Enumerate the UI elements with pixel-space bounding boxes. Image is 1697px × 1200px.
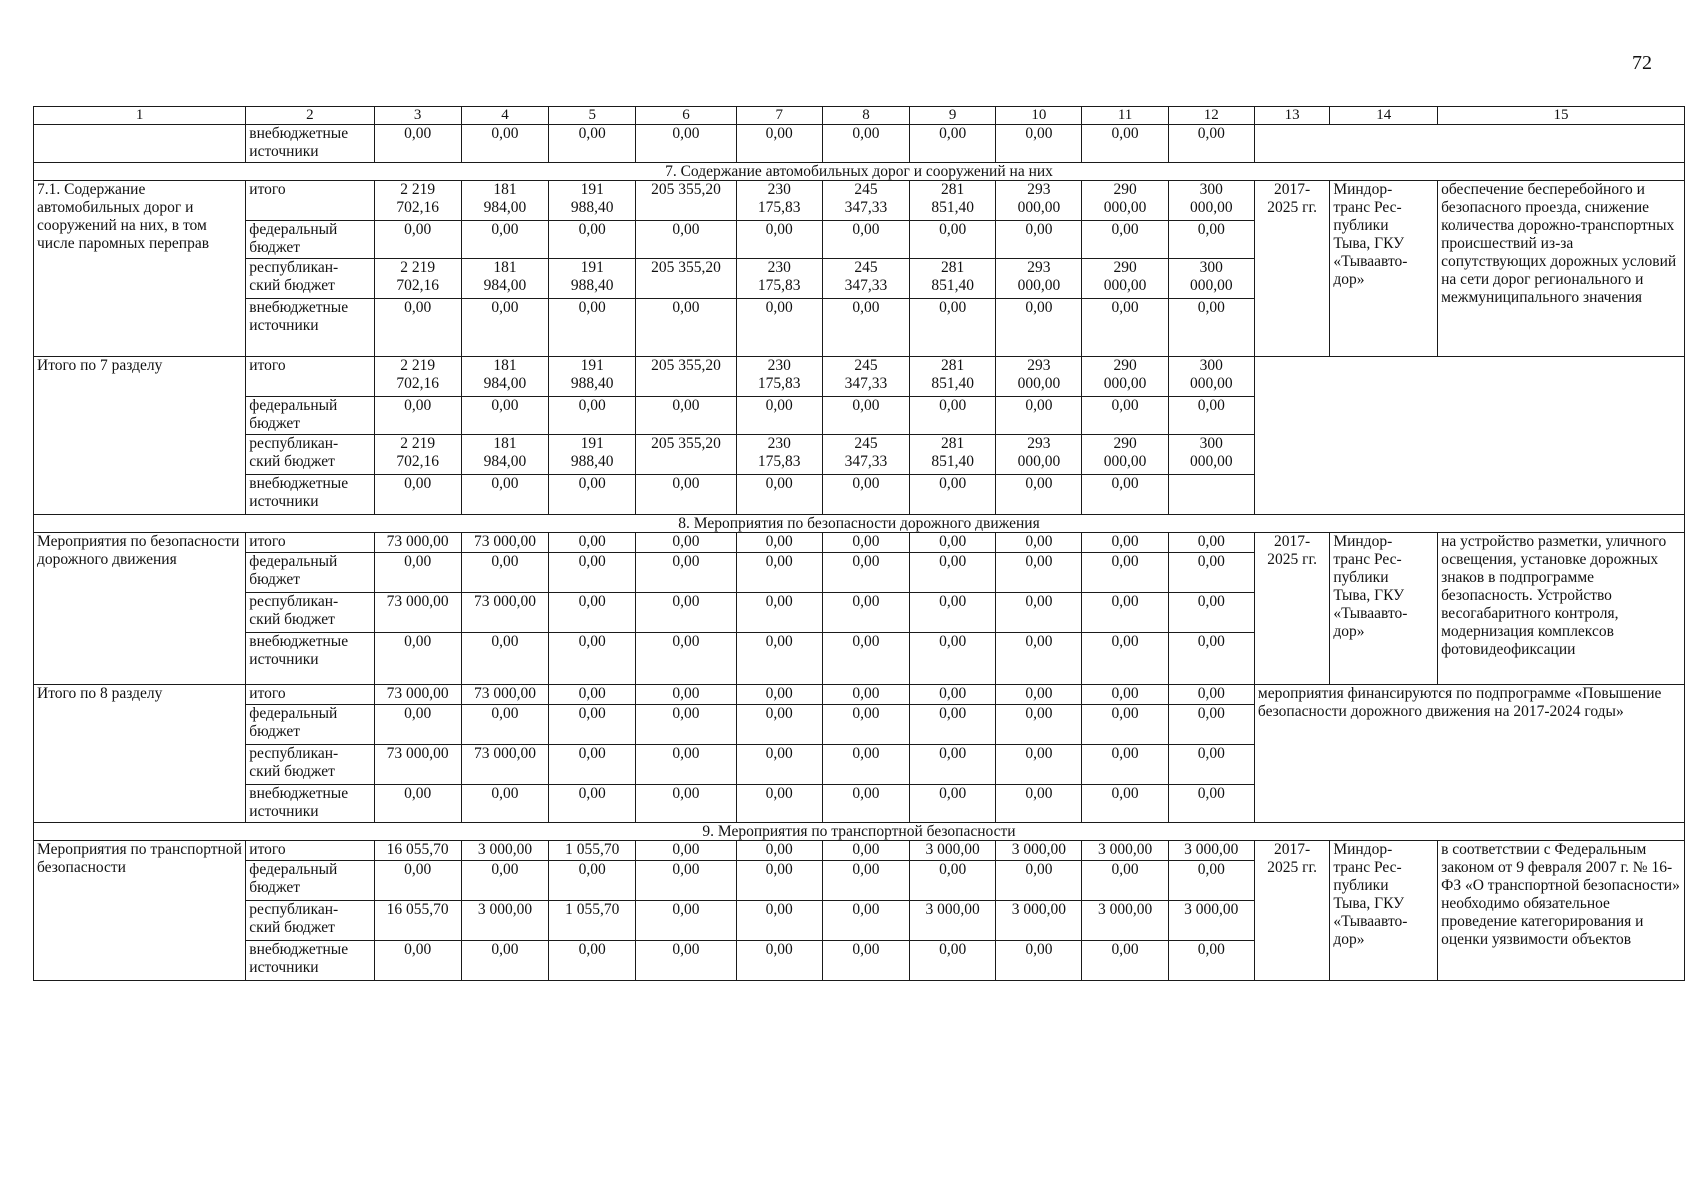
amount-cell: 281 851,40: [910, 181, 996, 221]
amount-cell: 0,00: [822, 221, 909, 259]
amount-cell: 230 175,83: [736, 435, 822, 475]
total-note: мероприятия финансируются по подпрограмме «Повышение безопасности дорожного движения на 2017-2024 годы»: [1254, 685, 1684, 823]
amount-cell: 293 000,00: [996, 181, 1082, 221]
amount-cell: 290 000,00: [1082, 357, 1168, 397]
amount-cell: 0,00: [461, 397, 548, 435]
amount-cell: 0,00: [549, 745, 636, 785]
amount-cell: 3 000,00: [1082, 901, 1168, 941]
amount-cell: 0,00: [736, 553, 822, 593]
amount-cell: 0,00: [1168, 941, 1254, 981]
funding-source: федеральный бюджет: [246, 553, 374, 593]
amount-cell: 205 355,20: [636, 259, 736, 299]
amount-cell: 0,00: [549, 633, 636, 685]
amount-cell: 0,00: [736, 841, 822, 861]
amount-cell: 0,00: [1082, 475, 1168, 515]
amount-cell: 0,00: [461, 475, 548, 515]
amount-cell: 0,00: [910, 941, 996, 981]
amount-cell: 290 000,00: [1082, 259, 1168, 299]
amount-cell: 0,00: [736, 125, 822, 163]
funding-source: внебюджетные источники: [246, 785, 374, 823]
amount-cell: 0,00: [822, 861, 909, 901]
amount-cell: 0,00: [1082, 125, 1168, 163]
amount-cell: 0,00: [822, 841, 909, 861]
amount-cell: 245 347,33: [822, 259, 909, 299]
amount-cell: 1 055,70: [549, 901, 636, 941]
column-header: 5: [549, 107, 636, 125]
amount-cell: 0,00: [374, 633, 461, 685]
executor-cell: Миндор- транс Рес- публики Тыва, ГКУ «Тываавто- дор»: [1330, 181, 1438, 357]
amount-cell: 0,00: [736, 901, 822, 941]
amount-cell: 73 000,00: [374, 593, 461, 633]
amount-cell: 181 984,00: [461, 435, 548, 475]
amount-cell: 0,00: [1168, 553, 1254, 593]
amount-cell: 181 984,00: [461, 259, 548, 299]
amount-cell: 0,00: [1168, 785, 1254, 823]
amount-cell: 0,00: [636, 633, 736, 685]
amount-cell: 0,00: [910, 593, 996, 633]
amount-cell: 0,00: [549, 475, 636, 515]
amount-cell: 0,00: [1082, 745, 1168, 785]
column-header: 13: [1254, 107, 1329, 125]
amount-cell: 300 000,00: [1168, 181, 1254, 221]
amount-cell: 3 000,00: [1082, 841, 1168, 861]
amount-cell: 290 000,00: [1082, 435, 1168, 475]
amount-cell: 245 347,33: [822, 435, 909, 475]
amount-cell: 16 055,70: [374, 841, 461, 861]
amount-cell: 73 000,00: [461, 745, 548, 785]
amount-cell: 0,00: [461, 633, 548, 685]
amount-cell: 0,00: [549, 685, 636, 705]
result-cell: на устройство разметки, уличного освещения, установке дорожных знаков в подпрограмме безопасность. Устройство весогабаритного контроля, модернизация комплексов фотовидеофиксации: [1438, 533, 1685, 685]
amount-cell: 0,00: [736, 861, 822, 901]
amount-cell: 0,00: [1082, 397, 1168, 435]
amount-cell: 1 055,70: [549, 841, 636, 861]
amount-cell: 0,00: [996, 125, 1082, 163]
amount-cell: 0,00: [910, 299, 996, 357]
amount-cell: 0,00: [549, 861, 636, 901]
section-title: 9. Мероприятия по транспортной безопасности: [34, 823, 1685, 841]
amount-cell: 205 355,20: [636, 435, 736, 475]
amount-cell: 0,00: [910, 745, 996, 785]
amount-cell: 0,00: [549, 705, 636, 745]
amount-cell: 0,00: [910, 553, 996, 593]
amount-cell: 0,00: [461, 861, 548, 901]
amount-cell: 0,00: [996, 299, 1082, 357]
amount-cell: 0,00: [822, 633, 909, 685]
section-title: 7. Содержание автомобильных дорог и сооружений на них: [34, 163, 1685, 181]
amount-cell: 3 000,00: [996, 901, 1082, 941]
amount-cell: 300 000,00: [1168, 259, 1254, 299]
amount-cell: 181 984,00: [461, 357, 548, 397]
amount-cell: 0,00: [549, 397, 636, 435]
item-name: [34, 125, 246, 163]
amount-cell: 0,00: [374, 475, 461, 515]
result-cell: обеспечение бесперебойного и безопасного проезда, снижение количества дорожно-транспортных происшествий из-за сопутствующих дорожных условий на сети дорог регионального и межмуниципального значения: [1438, 181, 1685, 357]
amount-cell: 0,00: [461, 299, 548, 357]
amount-cell: 0,00: [636, 941, 736, 981]
amount-cell: 73 000,00: [374, 533, 461, 553]
amount-cell: 0,00: [822, 593, 909, 633]
amount-cell: 0,00: [910, 221, 996, 259]
amount-cell: 0,00: [996, 745, 1082, 785]
item-name: Мероприятия по безопасности дорожного движения: [34, 533, 246, 685]
amount-cell: 0,00: [636, 299, 736, 357]
amount-cell: 0,00: [636, 901, 736, 941]
column-header: 6: [636, 107, 736, 125]
amount-cell: 300 000,00: [1168, 357, 1254, 397]
column-header: 10: [996, 107, 1082, 125]
amount-cell: 0,00: [636, 221, 736, 259]
table-row: [34, 357, 1685, 397]
amount-cell: 0,00: [1082, 705, 1168, 745]
amount-cell: 0,00: [736, 593, 822, 633]
amount-cell: 0,00: [549, 533, 636, 553]
period-cell: 2017- 2025 гг.: [1254, 841, 1329, 981]
amount-cell: 0,00: [996, 785, 1082, 823]
executor-cell: Миндор- транс Рес- публики Тыва, ГКУ «Тываавто- дор»: [1330, 841, 1438, 981]
amount-cell: 73 000,00: [374, 745, 461, 785]
amount-cell: 0,00: [374, 299, 461, 357]
column-header: 8: [822, 107, 909, 125]
funding-source: итого: [246, 841, 374, 861]
amount-cell: 0,00: [374, 397, 461, 435]
amount-cell: 0,00: [461, 705, 548, 745]
amount-cell: 0,00: [910, 785, 996, 823]
funding-source: итого: [246, 181, 374, 221]
table-row: [34, 841, 1685, 861]
amount-cell: 73 000,00: [374, 685, 461, 705]
amount-cell: 0,00: [374, 221, 461, 259]
amount-cell: 0,00: [910, 685, 996, 705]
amount-cell: 191 988,40: [549, 259, 636, 299]
amount-cell: 0,00: [374, 785, 461, 823]
amount-cell: 0,00: [822, 685, 909, 705]
total-name: Итого по 8 разделу: [34, 685, 246, 823]
funding-source: республикан- ский бюджет: [246, 259, 374, 299]
amount-cell: 0,00: [996, 633, 1082, 685]
funding-source: республикан- ский бюджет: [246, 745, 374, 785]
amount-cell: 0,00: [1168, 221, 1254, 259]
amount-cell: 230 175,83: [736, 259, 822, 299]
amount-cell: 300 000,00: [1168, 435, 1254, 475]
funding-source: внебюджетные источники: [246, 475, 374, 515]
amount-cell: 0,00: [736, 705, 822, 745]
amount-cell: 0,00: [910, 533, 996, 553]
item-name: Мероприятия по транспортной безопасности: [34, 841, 246, 981]
header-row: [34, 107, 1685, 125]
amount-cell: 0,00: [1168, 705, 1254, 745]
amount-cell: 3 000,00: [461, 841, 548, 861]
amount-cell: 191 988,40: [549, 435, 636, 475]
amount-cell: 0,00: [910, 705, 996, 745]
amount-cell: 0,00: [822, 745, 909, 785]
amount-cell: 2 219 702,16: [374, 435, 461, 475]
column-header: 4: [461, 107, 548, 125]
funding-source: итого: [246, 533, 374, 553]
table-row: [34, 533, 1685, 553]
column-header: 9: [910, 107, 996, 125]
amount-cell: 0,00: [636, 861, 736, 901]
amount-cell: 0,00: [736, 533, 822, 553]
amount-cell: 0,00: [910, 475, 996, 515]
amount-cell: 0,00: [461, 221, 548, 259]
empty-cell: [1254, 125, 1684, 163]
total-note: [1254, 357, 1684, 515]
executor-cell: Миндор- транс Рес- публики Тыва, ГКУ «Тываавто- дор»: [1330, 533, 1438, 685]
amount-cell: 0,00: [822, 785, 909, 823]
amount-cell: 0,00: [636, 785, 736, 823]
column-header: 11: [1082, 107, 1168, 125]
funding-source: внебюджетные источники: [246, 633, 374, 685]
column-header: 2: [246, 107, 374, 125]
amount-cell: 16 055,70: [374, 901, 461, 941]
amount-cell: 0,00: [910, 633, 996, 685]
amount-cell: 290 000,00: [1082, 181, 1168, 221]
amount-cell: 0,00: [1168, 299, 1254, 357]
amount-cell: 281 851,40: [910, 435, 996, 475]
amount-cell: 0,00: [1168, 593, 1254, 633]
funding-source: внебюджетные источники: [246, 941, 374, 981]
amount-cell: 0,00: [736, 221, 822, 259]
amount-cell: 293 000,00: [996, 357, 1082, 397]
column-header: 7: [736, 107, 822, 125]
amount-cell: 3 000,00: [1168, 901, 1254, 941]
amount-cell: 73 000,00: [461, 533, 548, 553]
column-header: 14: [1330, 107, 1438, 125]
amount-cell: 0,00: [996, 397, 1082, 435]
amount-cell: 3 000,00: [910, 901, 996, 941]
amount-cell: 0,00: [636, 685, 736, 705]
amount-cell: 0,00: [1168, 125, 1254, 163]
amount-cell: 205 355,20: [636, 357, 736, 397]
column-header: 3: [374, 107, 461, 125]
amount-cell: 0,00: [461, 125, 548, 163]
amount-cell: 0,00: [636, 397, 736, 435]
amount-cell: 0,00: [1082, 941, 1168, 981]
amount-cell: 0,00: [636, 745, 736, 785]
amount-cell: 0,00: [374, 705, 461, 745]
amount-cell: 0,00: [549, 221, 636, 259]
amount-cell: 0,00: [1168, 685, 1254, 705]
table-row: [34, 181, 1685, 221]
amount-cell: 0,00: [636, 553, 736, 593]
amount-cell: 0,00: [996, 553, 1082, 593]
amount-cell: 0,00: [1082, 785, 1168, 823]
amount-cell: 0,00: [549, 125, 636, 163]
amount-cell: 281 851,40: [910, 357, 996, 397]
amount-cell: 0,00: [1082, 593, 1168, 633]
funding-source: республикан- ский бюджет: [246, 435, 374, 475]
amount-cell: 0,00: [636, 593, 736, 633]
funding-source: внебюджетные источники: [246, 125, 374, 163]
funding-source: федеральный бюджет: [246, 705, 374, 745]
amount-cell: 245 347,33: [822, 181, 909, 221]
amount-cell: 0,00: [822, 553, 909, 593]
section-row: [34, 515, 1685, 533]
amount-cell: 0,00: [374, 861, 461, 901]
amount-cell: 0,00: [996, 685, 1082, 705]
amount-cell: 0,00: [1168, 397, 1254, 435]
funding-source: федеральный бюджет: [246, 221, 374, 259]
amount-cell: 0,00: [822, 533, 909, 553]
amount-cell: 0,00: [736, 475, 822, 515]
amount-cell: 293 000,00: [996, 259, 1082, 299]
funding-source: итого: [246, 357, 374, 397]
column-header: 1: [34, 107, 246, 125]
amount-cell: 0,00: [549, 553, 636, 593]
section-row: [34, 163, 1685, 181]
amount-cell: 0,00: [822, 125, 909, 163]
amount-cell: 293 000,00: [996, 435, 1082, 475]
amount-cell: 0,00: [910, 397, 996, 435]
amount-cell: 0,00: [636, 705, 736, 745]
table-row: [34, 685, 1685, 705]
section-title: 8. Мероприятия по безопасности дорожного движения: [34, 515, 1685, 533]
amount-cell: 0,00: [636, 125, 736, 163]
amount-cell: 0,00: [996, 475, 1082, 515]
amount-cell: 0,00: [374, 553, 461, 593]
amount-cell: 0,00: [636, 841, 736, 861]
total-name: Итого по 7 разделу: [34, 357, 246, 515]
amount-cell: 0,00: [996, 593, 1082, 633]
funding-source: итого: [246, 685, 374, 705]
amount-cell: 0,00: [736, 685, 822, 705]
amount-cell: 0,00: [822, 901, 909, 941]
result-cell: в соответствии с Федеральным законом от 9 февраля 2007 г. № 16-ФЗ «О транспортной безопасности» необходимо обязательное проведение категорирования и оценки уязвимости объектов: [1438, 841, 1685, 981]
budget-table: [33, 106, 1685, 981]
amount-cell: 0,00: [736, 941, 822, 981]
amount-cell: 0,00: [549, 785, 636, 823]
funding-source: республикан- ский бюджет: [246, 593, 374, 633]
amount-cell: [1168, 475, 1254, 515]
amount-cell: 0,00: [1082, 221, 1168, 259]
amount-cell: 0,00: [461, 553, 548, 593]
amount-cell: 73 000,00: [461, 685, 548, 705]
amount-cell: 0,00: [736, 785, 822, 823]
amount-cell: 0,00: [549, 593, 636, 633]
amount-cell: 0,00: [1168, 745, 1254, 785]
amount-cell: 0,00: [996, 941, 1082, 981]
amount-cell: 2 219 702,16: [374, 357, 461, 397]
period-cell: 2017- 2025 гг.: [1254, 533, 1329, 685]
amount-cell: 0,00: [822, 397, 909, 435]
funding-source: федеральный бюджет: [246, 397, 374, 435]
amount-cell: 0,00: [1168, 861, 1254, 901]
amount-cell: 0,00: [736, 745, 822, 785]
period-cell: 2017- 2025 гг.: [1254, 181, 1329, 357]
amount-cell: 0,00: [822, 705, 909, 745]
amount-cell: 3 000,00: [910, 841, 996, 861]
amount-cell: 0,00: [1168, 633, 1254, 685]
amount-cell: 0,00: [549, 941, 636, 981]
amount-cell: 205 355,20: [636, 181, 736, 221]
item-name: 7.1. Содержание автомобильных дорог и сооружений на них, в том числе паромных переправ: [34, 181, 246, 357]
amount-cell: 0,00: [996, 533, 1082, 553]
amount-cell: 0,00: [1082, 553, 1168, 593]
amount-cell: 0,00: [822, 941, 909, 981]
amount-cell: 3 000,00: [461, 901, 548, 941]
amount-cell: 0,00: [1168, 533, 1254, 553]
amount-cell: 0,00: [736, 633, 822, 685]
amount-cell: 0,00: [1082, 861, 1168, 901]
amount-cell: 3 000,00: [996, 841, 1082, 861]
amount-cell: 0,00: [1082, 299, 1168, 357]
amount-cell: 2 219 702,16: [374, 259, 461, 299]
amount-cell: 0,00: [1082, 685, 1168, 705]
amount-cell: 0,00: [549, 299, 636, 357]
funding-source: внебюджетные источники: [246, 299, 374, 357]
amount-cell: 0,00: [910, 861, 996, 901]
amount-cell: 230 175,83: [736, 181, 822, 221]
amount-cell: 0,00: [822, 299, 909, 357]
amount-cell: 281 851,40: [910, 259, 996, 299]
amount-cell: 0,00: [374, 125, 461, 163]
amount-cell: 191 988,40: [549, 357, 636, 397]
section-row: [34, 823, 1685, 841]
amount-cell: 2 219 702,16: [374, 181, 461, 221]
amount-cell: 191 988,40: [549, 181, 636, 221]
amount-cell: 0,00: [996, 221, 1082, 259]
column-header: 15: [1438, 107, 1685, 125]
amount-cell: 0,00: [461, 785, 548, 823]
amount-cell: 0,00: [461, 941, 548, 981]
amount-cell: 0,00: [996, 705, 1082, 745]
amount-cell: 0,00: [736, 299, 822, 357]
amount-cell: 0,00: [636, 475, 736, 515]
amount-cell: 0,00: [736, 397, 822, 435]
amount-cell: 3 000,00: [1168, 841, 1254, 861]
amount-cell: 245 347,33: [822, 357, 909, 397]
amount-cell: 0,00: [1082, 533, 1168, 553]
funding-source: федеральный бюджет: [246, 861, 374, 901]
amount-cell: 230 175,83: [736, 357, 822, 397]
amount-cell: 0,00: [1082, 633, 1168, 685]
amount-cell: 0,00: [910, 125, 996, 163]
amount-cell: 73 000,00: [461, 593, 548, 633]
amount-cell: 0,00: [374, 941, 461, 981]
amount-cell: 0,00: [636, 533, 736, 553]
amount-cell: 181 984,00: [461, 181, 548, 221]
amount-cell: 0,00: [822, 475, 909, 515]
table-row: [34, 125, 1685, 163]
amount-cell: 0,00: [996, 861, 1082, 901]
funding-source: республикан- ский бюджет: [246, 901, 374, 941]
page-number: 72: [1632, 52, 1652, 74]
column-header: 12: [1168, 107, 1254, 125]
